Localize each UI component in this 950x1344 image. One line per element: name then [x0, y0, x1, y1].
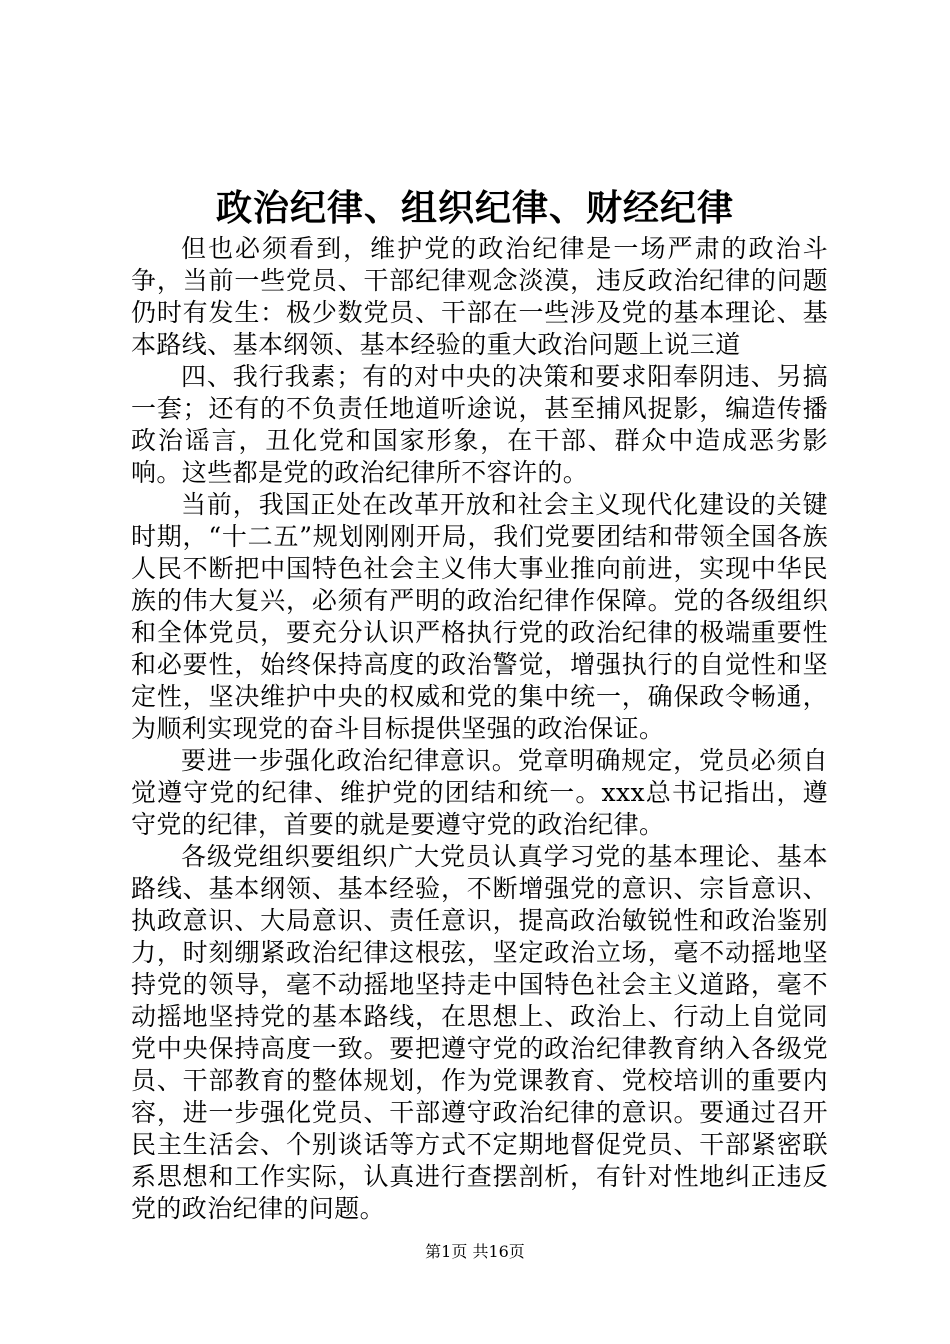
paragraph: 当前，我国正处在改革开放和社会主义现代化建设的关键时期，“十二五”规划刚刚开局，我们党要团结和带领全国各族人民不断把中国特色社会主义伟大事业推向前进，实现中华民族的伟大复兴，必须有严明的政治纪律作保障。党的各级组织和全体党员，要充分认识严格执行党的政治纪律的极端重要性和必要性，始终保持高度的政治警觉，增强执行的自觉性和坚定性，坚决维护中央的权威和党的集中统一，确保政令畅通，为顺利实现党的奋斗目标提供坚强的政治保证。 — [131, 490, 828, 743]
paragraph: 但也必须看到，维护党的政治纪律是一场严肃的政治斗争，当前一些党员、干部纪律观念淡漠，违反政治纪律的问题仍时有发生：极少数党员、干部在一些涉及党的基本理论、基本路线、基本纲领、基本经验的重大政治问题上说三道 — [131, 234, 828, 359]
paragraph: 四、我行我素；有的对中央的决策和要求阳奉阴违、另搞一套；还有的不负责任地道听途说，甚至捕风捉影，编造传播政治谣言，丑化党和国家形象，在干部、群众中造成恶劣影响。这些都是党的政治纪律所不容许的。 — [131, 362, 828, 487]
page-number-footer: 第1页 共16页 — [425, 1242, 525, 1261]
paragraph: 各级党组织要组织广大党员认真学习党的基本理论、基本路线、基本纲领、基本经验，不断增强党的意识、宗旨意识、执政意识、大局意识、责任意识，提高政治敏锐性和政治鉴别力，时刻绷紧政治纪律这根弦，坚定政治立场，毫不动摇地坚持党的领导，毫不动摇地坚持走中国特色社会主义道路，毫不动摇地坚持党的基本路线，在思想上、政治上、行动上自觉同党中央保持高度一致。要把遵守党的政治纪律教育纳入各级党员、干部教育的整体规划，作为党课教育、党校培训的重要内容，进一步强化党员、干部遵守政治纪律的意识。要通过召开民主生活会、个别谈话等方式不定期地督促党员、干部紧密联系思想和工作实际，认真进行查摆剖析，有针对性地纠正违反党的政治纪律的问题。 — [131, 842, 828, 1223]
paragraph: 要进一步强化政治纪律意识。党章明确规定，党员必须自觉遵守党的纪律、维护党的团结和统一。xxx总书记指出，遵守党的纪律，首要的就是要遵守党的政治纪律。 — [131, 746, 828, 839]
document-body — [131, 233, 828, 1225]
document-title: 政治纪律、组织纪律、财经纪律 — [215, 187, 734, 229]
